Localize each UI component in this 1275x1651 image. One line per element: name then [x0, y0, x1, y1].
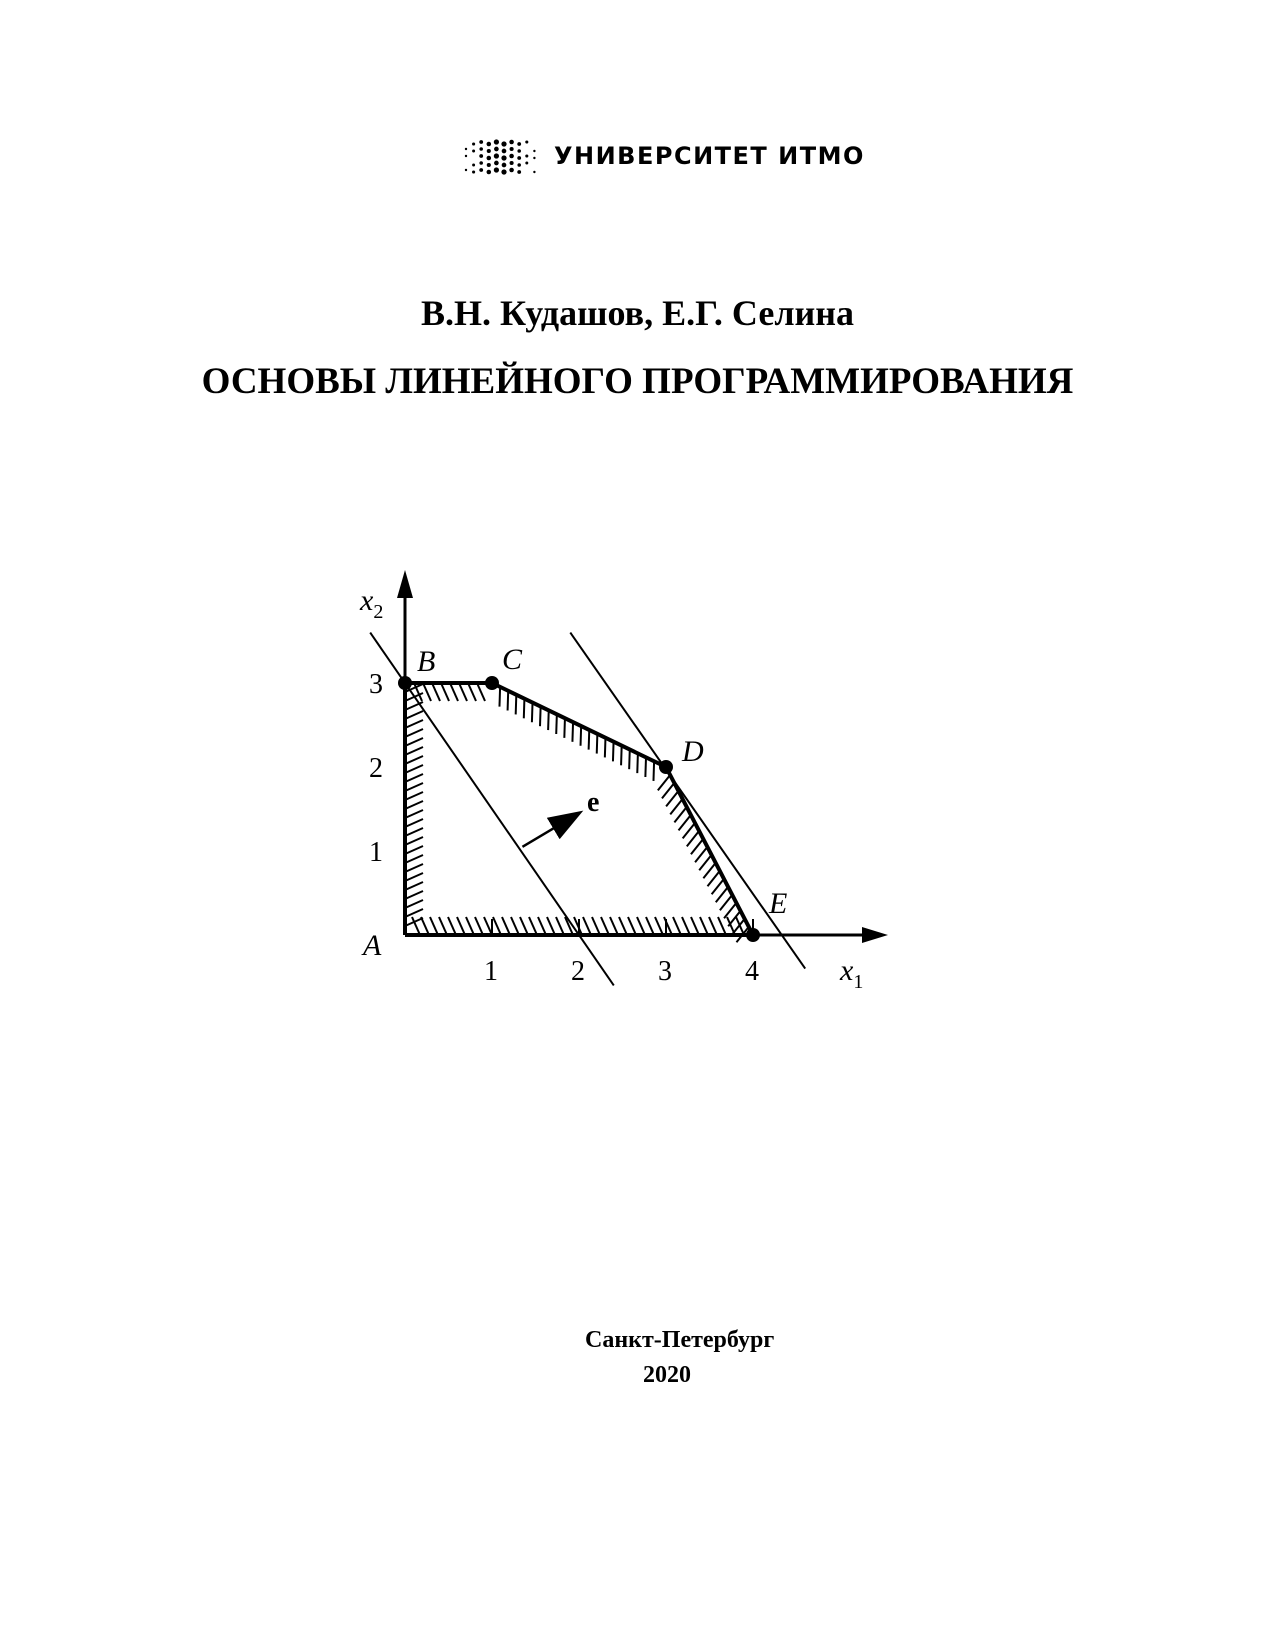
hatch-stroke	[597, 734, 598, 754]
hatch-stroke	[653, 761, 654, 781]
hatch-stroke	[628, 917, 636, 935]
hatch-stroke	[405, 765, 423, 773]
y-tick-label: 1	[369, 837, 383, 868]
x1-axis-label	[839, 954, 863, 993]
hatch-stroke	[687, 831, 699, 846]
hatch-stroke	[477, 683, 485, 701]
hatch-stroke	[637, 917, 645, 935]
hatch-stroke	[583, 917, 591, 935]
hatch-stroke	[405, 792, 423, 800]
hatch-stroke	[621, 746, 622, 766]
hatch-stroke	[662, 783, 674, 798]
hatch-stroke	[405, 747, 423, 755]
publication-city: Санкт-Петербург	[585, 1327, 775, 1353]
hatch-stroke	[592, 917, 600, 935]
vertex-b-dot	[398, 676, 412, 690]
y-tick-label: 2	[369, 753, 383, 784]
hatch-stroke	[468, 683, 476, 701]
hatch-stroke	[499, 687, 500, 707]
x-tick-label: 2	[571, 956, 585, 987]
hatch-stroke	[405, 873, 423, 881]
hatch-stroke	[405, 738, 423, 746]
hatch-stroke	[683, 823, 695, 838]
hatch-stroke	[532, 703, 533, 723]
hatch-stroke	[655, 917, 663, 935]
hatch-stroke	[405, 909, 423, 917]
hatch-stroke	[459, 683, 467, 701]
hatch-stroke	[645, 757, 646, 777]
hatch-stroke	[405, 828, 423, 836]
hatch-stroke	[441, 683, 449, 701]
vertex-c-label: C	[502, 643, 523, 676]
hatch-stroke	[423, 683, 431, 701]
hatch-stroke	[700, 917, 708, 935]
x1-label-sub: 1	[853, 971, 864, 993]
vector-e-arrow	[522, 813, 579, 847]
vertex-d-label: D	[682, 735, 704, 768]
hatch-stroke	[605, 738, 606, 758]
x-axis-arrow-icon	[862, 927, 888, 943]
hatch-stroke	[430, 917, 438, 935]
hatch-stroke	[699, 855, 711, 870]
hatch-stroke	[703, 863, 715, 878]
hatch-stroke	[450, 683, 458, 701]
x2-axis-label	[359, 584, 383, 623]
book-title: ОСНОВЫ ЛИНЕЙНОГО ПРОГРАММИРОВАНИЯ	[201, 361, 1074, 402]
hatch-stroke	[556, 917, 564, 935]
hatch-stroke	[720, 895, 732, 910]
hatch-stroke	[540, 706, 541, 726]
hatch-stroke	[405, 774, 423, 782]
vertex-d-dot	[659, 760, 673, 774]
x-tick-label: 3	[658, 956, 672, 987]
x2-label-base: x	[360, 584, 374, 617]
hatch-stroke	[529, 917, 537, 935]
hatch-stroke	[679, 815, 691, 830]
hatch-stroke	[712, 879, 724, 894]
feasible-region-boundary	[405, 683, 753, 935]
hatch-stroke	[670, 799, 682, 814]
hatch-stroke	[405, 783, 423, 791]
hatch-stroke	[613, 742, 614, 762]
vertex-c-dot	[485, 676, 499, 690]
vertex-e-dot	[746, 928, 760, 942]
hatch-stroke	[673, 917, 681, 935]
hatch-stroke	[439, 917, 447, 935]
hatch-stroke	[508, 691, 509, 711]
hatch-stroke	[448, 917, 456, 935]
hatch-stroke	[502, 917, 510, 935]
hatch-stroke	[601, 917, 609, 935]
hatch-stroke	[405, 810, 423, 818]
hatch-stroke	[466, 917, 474, 935]
hatch-stroke	[520, 917, 528, 935]
hatch-stroke	[405, 846, 423, 854]
hatch-stroke	[716, 887, 728, 902]
hatch-stroke	[405, 864, 423, 872]
x1-label-base: x	[840, 954, 854, 987]
hatch-stroke	[548, 710, 549, 730]
hatch-stroke	[405, 837, 423, 845]
hatch-stroke	[674, 807, 686, 822]
hatch-stroke	[405, 819, 423, 827]
hatch-stroke	[524, 699, 525, 719]
hatch-stroke	[405, 900, 423, 908]
hatch-stroke	[405, 855, 423, 863]
hatch-stroke	[511, 917, 519, 935]
hatch-stroke	[547, 917, 555, 935]
hatch-stroke	[709, 917, 717, 935]
vertex-b-label: B	[417, 645, 436, 678]
hatch-stroke	[646, 917, 654, 935]
hatch-stroke	[572, 722, 573, 742]
hatch-stroke	[405, 720, 423, 728]
hatch-stroke	[682, 917, 690, 935]
y-axis-arrow-icon	[397, 570, 413, 598]
logo-text: УНИВЕРСИТЕТ ИТМО	[554, 142, 865, 170]
hatch-stroke	[610, 917, 618, 935]
x-tick-label: 1	[484, 956, 498, 987]
hatch-stroke	[405, 756, 423, 764]
hatch-stroke	[405, 711, 423, 719]
hatch-stroke	[718, 917, 726, 935]
hatch-stroke	[589, 730, 590, 750]
hatch-stroke	[619, 917, 627, 935]
hatch-stroke	[724, 903, 736, 918]
hatch-stroke	[475, 917, 483, 935]
hatch-stroke	[637, 753, 638, 773]
hatch-stroke	[581, 726, 582, 746]
hatch-stroke	[658, 775, 670, 790]
vertex-a-label: A	[363, 929, 382, 962]
hatch-stroke	[564, 718, 565, 738]
hatch-stroke	[691, 917, 699, 935]
hatch-stroke	[666, 791, 678, 806]
hatch-stroke	[556, 714, 557, 734]
y-tick-label: 3	[369, 669, 383, 700]
x-tick-label: 4	[745, 956, 759, 987]
hatch-stroke	[695, 847, 707, 862]
hatch-stroke	[629, 750, 630, 770]
vertex-e-label: E	[769, 887, 788, 920]
hatch-stroke	[432, 683, 440, 701]
vector-e-label: e	[587, 787, 600, 819]
hatch-stroke	[538, 917, 546, 935]
hatch-stroke	[421, 917, 429, 935]
hatch-stroke	[405, 801, 423, 809]
hatch-stroke	[405, 891, 423, 899]
authors: В.Н. Кудашов, Е.Г. Селина	[420, 293, 855, 333]
vertex-points	[361, 643, 787, 962]
x2-label-sub: 2	[373, 601, 384, 623]
hatch-stroke	[405, 729, 423, 737]
hatch-stroke	[484, 917, 492, 935]
hatch-stroke	[691, 839, 703, 854]
hatch-stroke	[516, 695, 517, 715]
hatch-stroke	[405, 882, 423, 890]
hatch-stroke	[457, 917, 465, 935]
hatch-stroke	[493, 917, 501, 935]
publication-year: 2020	[643, 1362, 691, 1388]
hatch-stroke	[707, 871, 719, 886]
